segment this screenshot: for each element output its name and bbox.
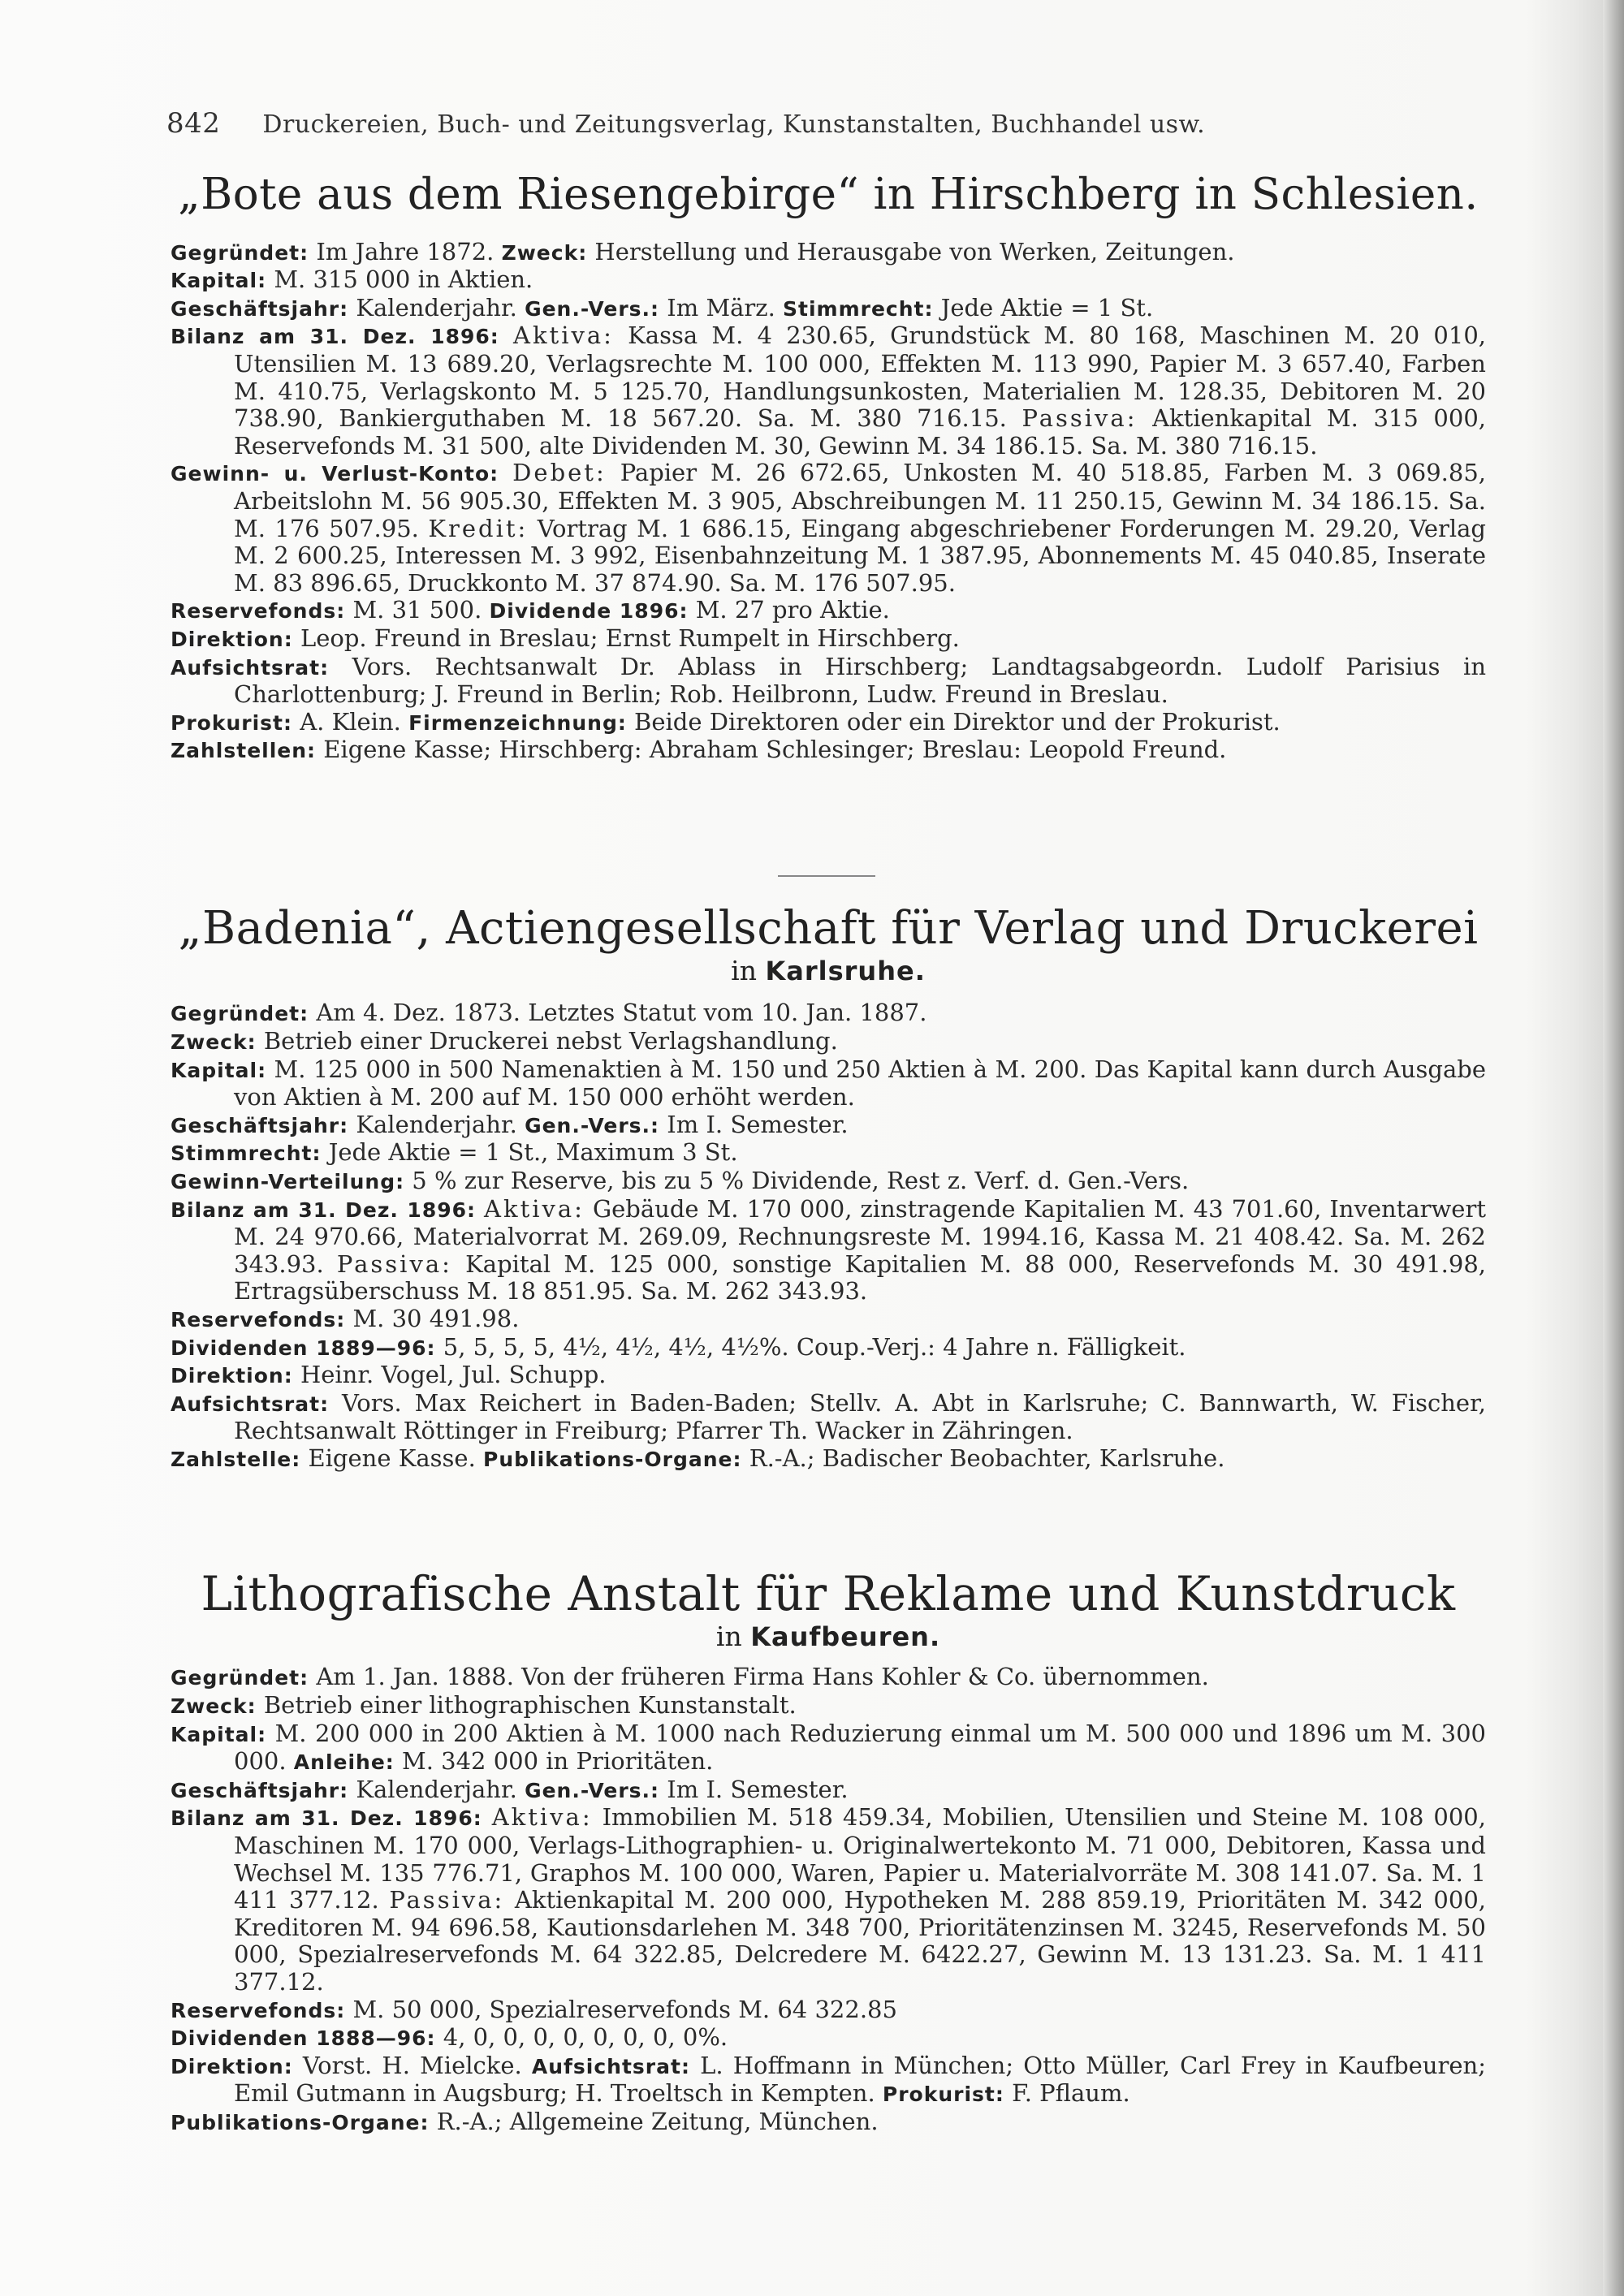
entry-dividenden [171, 1334, 1486, 1362]
value-reservefonds: M. 50 000, Spezialreservefonds M. 64 322.85 [345, 1995, 897, 2023]
value-publikations-organe: R.-A.; Allgemeine Zeitung, München. [429, 2107, 879, 2135]
value-kapital: M. 125 000 in 500 Namenaktien à M. 150 und 250 Aktien à M. 200. Das Kapital kann durch Ausgabe von Aktien à M. 200 auf M. 150 000 erhöht werden. [234, 1055, 1486, 1111]
value-prokurist: A. Klein. [292, 707, 409, 736]
label-bilanz: Bilanz am 31. Dez. 1896: [171, 1806, 482, 1831]
label-reservefonds: Reservefonds: [171, 1998, 346, 2022]
label-direktion: Direktion: [171, 2054, 293, 2078]
value-geschaeftsjahr: Kalenderjahr. [348, 1110, 525, 1138]
entry-direktion [171, 1362, 1486, 1390]
value-geschaeftsjahr: Kalenderjahr. [348, 1775, 525, 1803]
value-direktion: Vorst. H. Mielcke. [292, 2051, 532, 2079]
value-debet: Papier M. 26 672.65, Unkosten M. 40 518.85, Farben M. 3 069.85, Arbeitslohn M. 56 905.30, Effekten M. 3 905, Abschreibungen M. 11 250.15, Gewinn M. 34 186.15. Sa. M. 176 507.95. [234, 459, 1486, 542]
value-passiva: Aktienkapital M. 200 000, Hypotheken M. 288 859.19, Prioritäten M. 342 000, Kreditoren M. 94 696.58, Kautionsdarlehen M. 348 700, Prioritätenzinsen M. 3245, Reservefonds M. 50 000, Spezialreservefonds M. 64 322.85, Delcredere M. 6422.27, Gewinn M. 13 131.23. Sa. M. 1 411 377.12. [234, 1886, 1486, 1996]
value-gen-vers: Im I. Semester. [659, 1775, 849, 1803]
value-zweck: Betrieb einer Druckerei nebst Verlagshandlung. [256, 1026, 838, 1055]
label-prokurist: Prokurist: [882, 2082, 1004, 2107]
entry-prokurist [171, 709, 1486, 737]
entry-aufsichtsrat [171, 1390, 1486, 1445]
value-gewinn-verteilung: 5 % zur Reserve, bis zu 5 % Dividende, Rest z. Verf. d. Gen.-Vers. [404, 1166, 1190, 1194]
value-aktiva: Kassa M. 4 230.65, Grundstück M. 80 168, Maschinen M. 20 010, Utensilien M. 13 689.20, Verlagsrechte M. 100 000, Effekten M. 113 990, Papier M. 3 657.40, Farben M. 410.75, Verlagskonto M. 5 125.70, Handlungsunkosten, Materialien M. 128.35, Debitoren M. 20 738.90, Bankierguthaben M. 18 567.20. Sa. M. 380 716.15. [234, 322, 1486, 433]
value-aktiva: Gebäude M. 170 000, zinstragende Kapitalien M. 43 701.60, Inventarwert M. 24 970.66, Materialvorrat M. 269.09, Rechnungsreste M. 1994.16, Kassa M. 21 408.42. Sa. M. 262 343.93. [234, 1194, 1486, 1278]
label-gewinn-verlust: Gewinn- u. Verlust-Konto: [171, 462, 499, 486]
entry-zahlstelle [171, 1445, 1486, 1474]
label-stimmrecht: Stimmrecht: [783, 296, 934, 321]
label-bilanz: Bilanz am 31. Dez. 1896: [171, 325, 499, 349]
value-dividende: M. 27 pro Aktie. [688, 596, 890, 624]
label-gegruendet: Gegründet: [171, 240, 309, 265]
label-kapital: Kapital: [171, 1058, 267, 1082]
label-gen-vers: Gen.-Vers.: [525, 1113, 660, 1137]
label-publikations-organe: Publikations-Organe: [483, 1447, 742, 1471]
value-aktiva: Immobilien M. 518 459.34, Mobilien, Utensilien und Steine M. 108 000, Maschinen M. 170 000, Verlags-Lithographien- u. Originalwertekonto M. 71 000, Debitoren, Kassa und Wechsel M. 135 776.71, Graphos M. 100 000, Waren, Papier u. Materialvorräte M. 308 141.07. Sa. M. 1 411 377.12. [234, 1803, 1486, 1914]
company-location [171, 955, 1486, 987]
value-stimmrecht: Jede Aktie = 1 St., Maximum 3 St. [321, 1138, 738, 1167]
entry-reservefonds [171, 1306, 1486, 1334]
entry-reservefonds [171, 597, 1486, 625]
label-geschaeftsjahr: Geschäftsjahr: [171, 296, 349, 321]
value-gegruendet: Am 4. Dez. 1873. Letztes Statut vom 10. Jan. 1887. [309, 999, 927, 1027]
page-number: 842 [166, 107, 221, 140]
company-title: „Bote aus dem Riesengebirge“ in Hirschberg in Schlesien. [178, 170, 1479, 219]
value-aufsichtsrat: Vors. Rechtsanwalt Dr. Ablass in Hirschberg; Landtagsabgeordn. Ludolf Parisius in Charlottenburg; J. Freund in Berlin; Rob. Heilbronn, Ludw. Freund in Breslau. [234, 652, 1486, 709]
label-dividende: Dividende 1896: [489, 599, 689, 624]
entry-gewinn-verteilung [171, 1167, 1486, 1196]
value-prokurist: F. Pflaum. [1004, 2079, 1130, 2108]
value-reservefonds: M. 31 500. [345, 596, 490, 624]
label-gen-vers: Gen.-Vers.: [525, 296, 660, 321]
label-stimmrecht: Stimmrecht: [171, 1142, 322, 1166]
label-aktiva: Aktiva: [484, 1194, 585, 1223]
value-firmenzeichnung: Beide Direktoren oder ein Direktor und der Prokurist. [626, 707, 1281, 736]
label-zweck: Zweck: [171, 1694, 257, 1719]
label-zahlstelle: Zahlstelle: [171, 1447, 301, 1471]
entry-dividenden [171, 2024, 1486, 2052]
label-passiva: Passiva: [389, 1886, 505, 1914]
entry-bilanz [171, 1196, 1486, 1306]
label-kredit: Kredit: [428, 514, 529, 542]
company-title: Lithografische Anstalt für Reklame und Kunstdruck [201, 1566, 1456, 1621]
label-kapital: Kapital: [171, 1722, 267, 1746]
entry-geschaeftsjahr [171, 295, 1486, 323]
label-bilanz: Bilanz am 31. Dez. 1896: [171, 1198, 477, 1222]
label-kapital: Kapital: [171, 269, 267, 293]
label-gen-vers: Gen.-Vers.: [525, 1778, 660, 1802]
value-publikations-organe: R.-A.; Badischer Beobachter, Karlsruhe. [741, 1444, 1225, 1472]
value-passiva: Aktienkapital M. 315 000, Reservefonds M. 31 500, alte Dividenden M. 30, Gewinn M. 34 186.15. Sa. M. 380 716.15. [234, 404, 1486, 460]
value-gen-vers: Im März. [659, 293, 783, 322]
label-gewinn-verteilung: Gewinn-Verteilung: [171, 1169, 405, 1193]
entry-direktion [171, 2052, 1486, 2108]
label-aktiva: Aktiva: [513, 322, 614, 350]
label-passiva: Passiva: [1021, 404, 1138, 433]
value-aufsichtsrat: Vors. Max Reichert in Baden-Baden; Stellv. A. Abt in Karlsruhe; C. Bannwarth, W. Fischer, Rechtsanwalt Röttinger in Freiburg; Pfarrer Th. Wacker in Zähringen. [234, 1388, 1486, 1445]
entry-gegruendet-zweck [171, 239, 1486, 267]
value-dividenden: 4, 0, 0, 0, 0, 0, 0, 0, 0%. [435, 2023, 728, 2052]
label-anleihe: Anleihe: [293, 1750, 395, 1775]
label-gegruendet: Gegründet: [171, 1002, 309, 1026]
entry-kapital [171, 266, 1486, 295]
entry-lithografische-anstalt [171, 1566, 1486, 2137]
value-direktion: Heinr. Vogel, Jul. Schupp. [292, 1361, 607, 1389]
label-dividenden: Dividenden 1889—96: [171, 1336, 436, 1360]
label-zahlstellen: Zahlstellen: [171, 739, 317, 763]
value-kapital: M. 315 000 in Aktien. [266, 265, 533, 294]
value-zahlstelle: Eigene Kasse. [300, 1444, 484, 1472]
entry-geschaeftsjahr [171, 1776, 1486, 1805]
label-dividenden: Dividenden 1888—96: [171, 2026, 436, 2051]
entry-gewinn-verlust [171, 460, 1486, 597]
label-gegruendet: Gegründet: [171, 1666, 309, 1690]
value-dividenden: 5, 5, 5, 5, 4½, 4½, 4½, 4½%. Coup.-Verj.: 4 Jahre n. Fälligkeit. [435, 1332, 1186, 1361]
entry-aufsichtsrat [171, 654, 1486, 709]
label-direktion: Direktion: [171, 627, 293, 651]
location-prefix: in [731, 954, 766, 986]
running-title: Druckereien, Buch- und Zeitungsverlag, Kunstanstalten, Buchhandel usw. [262, 110, 1206, 139]
value-anleihe: M. 342 000 in Prioritäten. [394, 1747, 714, 1776]
value-stimmrecht: Jede Aktie = 1 St. [933, 293, 1154, 322]
entry-bilanz [171, 322, 1486, 460]
label-aufsichtsrat: Aufsichtsrat: [171, 1392, 330, 1416]
entry-gegruendet [171, 1664, 1486, 1692]
value-kapital: M. 200 000 in 200 Aktien à M. 1000 nach Reduzierung einmal um M. 500 000 und 1896 um M. 300 000. [234, 1719, 1486, 1776]
label-zweck: Zweck: [501, 240, 588, 265]
label-reservefonds: Reservefonds: [171, 1307, 346, 1331]
value-reservefonds: M. 30 491.98. [345, 1304, 520, 1332]
value-kredit: Vortrag M. 1 686.15, Eingang abgeschriebener Forderungen M. 29.20, Verlag M. 2 600.25, Interessen M. 3 992, Eisenbahnzeitung M. 1 387.95, Abonnements M. 45 040.85, Inserate M. 83 896.65, Druckkonto M. 37 874.90. Sa. M. 176 507.95. [234, 514, 1486, 597]
value-gen-vers: Im I. Semester. [659, 1110, 849, 1138]
label-direktion: Direktion: [171, 1364, 293, 1388]
label-aufsichtsrat: Aufsichtsrat: [531, 2054, 690, 2078]
label-aktiva: Aktiva: [491, 1803, 593, 1832]
page-edge-shadow [1603, 0, 1624, 2296]
running-header [166, 107, 1490, 140]
location-city: Karlsruhe. [765, 955, 926, 986]
entry-reservefonds [171, 1996, 1486, 2025]
label-firmenzeichnung: Firmenzeichnung: [408, 710, 627, 735]
label-geschaeftsjahr: Geschäftsjahr: [171, 1113, 349, 1137]
company-location [171, 1621, 1486, 1653]
location-prefix: in [715, 1620, 751, 1652]
entry-zweck [171, 1692, 1486, 1720]
entry-publikations-organe [171, 2108, 1486, 2137]
entry-badenia [171, 902, 1486, 1473]
entry-direktion [171, 625, 1486, 654]
entry-kapital [171, 1720, 1486, 1776]
label-publikations-organe: Publikations-Organe: [171, 2110, 430, 2134]
label-aufsichtsrat: Aufsichtsrat: [171, 655, 330, 680]
entry-gegruendet [171, 999, 1486, 1028]
entry-stimmrecht [171, 1139, 1486, 1167]
label-passiva: Passiva: [336, 1249, 452, 1278]
entry-geschaeftsjahr [171, 1111, 1486, 1140]
value-aufsichtsrat: L. Hoffmann in München; Otto Müller, Carl Frey in Kaufbeuren; Emil Gutmann in Augsburg; H. Troeltsch in Kempten. [234, 2051, 1486, 2108]
value-direktion: Leop. Freund in Breslau; Ernst Rumpelt in Hirschberg. [292, 624, 960, 652]
value-zweck: Betrieb einer lithographischen Kunstanstalt. [256, 1691, 797, 1720]
entry-zahlstellen [171, 736, 1486, 765]
location-city: Kaufbeuren. [750, 1621, 941, 1652]
company-title: „Badenia“, Actiengesellschaft für Verlag und Druckerei [178, 902, 1479, 955]
value-gegruendet: Am 1. Jan. 1888. Von der früheren Firma Hans Kohler & Co. übernommen. [309, 1663, 1209, 1691]
entry-bilanz [171, 1804, 1486, 1996]
label-prokurist: Prokurist: [171, 710, 292, 735]
value-passiva: Kapital M. 125 000, sonstige Kapitalien M. 88 000, Reservefonds M. 30 491.98, Ertragsüberschuss M. 18 851.95. Sa. M. 262 343.93. [234, 1249, 1486, 1306]
label-debet: Debet: [512, 459, 607, 487]
label-geschaeftsjahr: Geschäftsjahr: [171, 1778, 349, 1802]
value-gegruendet: Im Jahre 1872. [309, 237, 502, 265]
entry-zweck [171, 1028, 1486, 1056]
section-divider-1 [778, 875, 875, 877]
label-reservefonds: Reservefonds: [171, 599, 346, 624]
entry-bote-aus-dem-riesengebirge [171, 172, 1486, 765]
value-zweck: Herstellung und Herausgabe von Werken, Zeitungen. [587, 237, 1235, 265]
entry-kapital [171, 1056, 1486, 1111]
value-zahlstellen: Eigene Kasse; Hirschberg: Abraham Schlesinger; Breslau: Leopold Freund. [316, 736, 1227, 764]
value-geschaeftsjahr: Kalenderjahr. [348, 293, 525, 322]
label-zweck: Zweck: [171, 1029, 257, 1054]
